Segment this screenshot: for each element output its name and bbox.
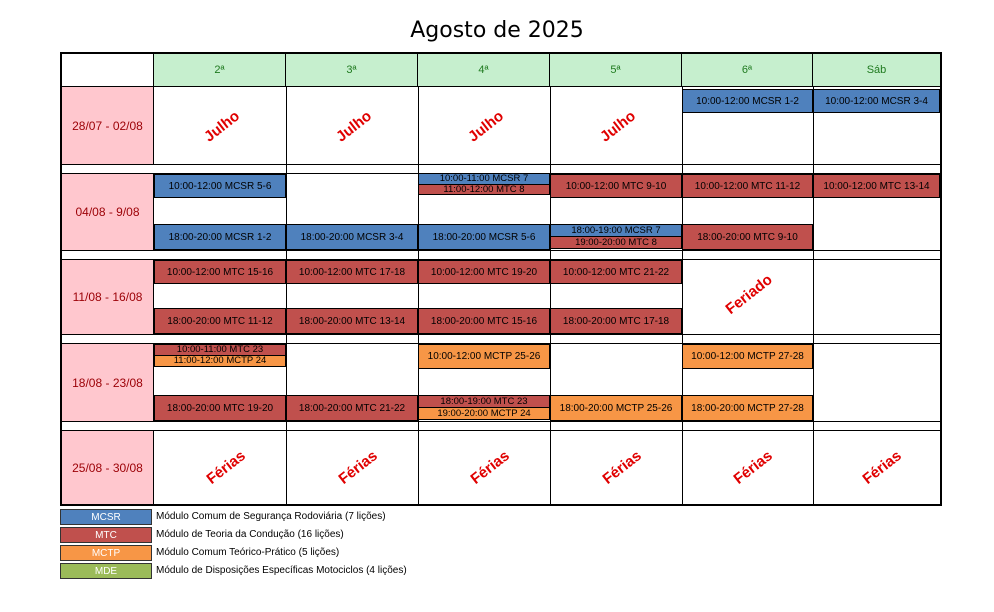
lesson-slot[interactable]: 18:00-20:00 MCSR 3-4 <box>286 224 418 250</box>
grid-line <box>286 87 287 504</box>
lesson-slot[interactable]: 18:00-20:00 MCTP 27-28 <box>682 395 813 421</box>
lesson-slot[interactable]: 18:00-20:00 MTC 21-22 <box>286 395 418 421</box>
julho-stamp: Julho <box>597 107 639 146</box>
ferias-stamp: Férias <box>599 447 645 488</box>
lesson-slot[interactable]: 10:00-12:00 MCSR 1-2 <box>682 89 813 113</box>
feriado-stamp: Feriado <box>722 271 776 318</box>
header-day-sat: Sáb <box>813 54 940 87</box>
lesson-slot[interactable]: 18:00-20:00 MTC 17-18 <box>550 308 682 334</box>
lesson-slot[interactable]: 18:00-20:00 MCSR 5-6 <box>418 224 550 250</box>
lesson-slot[interactable]: 18:00-20:00 MCSR 1-2 <box>154 224 286 250</box>
julho-stamp: Julho <box>201 107 243 146</box>
julho-stamp: Julho <box>333 107 375 146</box>
page-title: Agosto de 2025 <box>410 18 584 43</box>
lesson-slot[interactable]: 18:00-20:00 MTC 15-16 <box>418 308 550 334</box>
ferias-stamp: Férias <box>467 447 513 488</box>
legend-key-mde: MDE <box>60 563 152 579</box>
lesson-slot[interactable]: 18:00-20:00 MTC 9-10 <box>682 224 813 250</box>
week-label: 25/08 - 30/08 <box>62 431 154 504</box>
legend-description: Módulo Comum Teórico-Prático (5 lições) <box>156 547 340 558</box>
lesson-slot[interactable]: 18:00-19:00 MCSR 7 <box>550 224 682 237</box>
lesson-slot[interactable]: 10:00-12:00 MTC 13-14 <box>813 174 940 198</box>
legend-description: Módulo Comum de Segurança Rodoviária (7 lições) <box>156 511 386 522</box>
lesson-slot[interactable]: 11:00-12:00 MCTP 24 <box>154 355 286 367</box>
lesson-slot[interactable]: 18:00-19:00 MTC 23 <box>418 395 550 408</box>
ferias-stamp: Férias <box>335 447 381 488</box>
header-day-thu: 5ª <box>550 54 682 87</box>
lesson-slot[interactable]: 18:00-20:00 MTC 13-14 <box>286 308 418 334</box>
grid-line <box>62 430 940 431</box>
lesson-slot[interactable]: 10:00-12:00 MCSR 3-4 <box>813 89 940 113</box>
grid-line <box>62 164 940 165</box>
legend-description: Módulo de Teoria da Condução (16 lições) <box>156 529 344 540</box>
lesson-slot[interactable]: 10:00-11:00 MTC 23 <box>154 344 286 356</box>
lesson-slot[interactable]: 10:00-12:00 MCTP 25-26 <box>418 344 550 369</box>
lesson-slot[interactable]: 10:00-12:00 MCSR 5-6 <box>154 174 286 198</box>
legend-description: Módulo de Disposições Específicas Motociclos (4 lições) <box>156 565 407 576</box>
lesson-slot[interactable]: 18:00-20:00 MTC 19-20 <box>154 395 286 421</box>
lesson-slot[interactable]: 11:00-12:00 MTC 8 <box>418 184 550 195</box>
lesson-slot[interactable]: 10:00-12:00 MTC 11-12 <box>682 174 813 198</box>
lesson-slot[interactable]: 19:00-20:00 MTC 8 <box>550 236 682 249</box>
header-day-tue: 3ª <box>286 54 418 87</box>
grid-line <box>62 421 940 422</box>
lesson-slot[interactable]: 10:00-12:00 MTC 9-10 <box>550 174 682 198</box>
ferias-stamp: Férias <box>859 447 905 488</box>
header-day-mon: 2ª <box>154 54 286 87</box>
julho-stamp: Julho <box>465 107 507 146</box>
legend-key-mctp: MCTP <box>60 545 152 561</box>
ferias-stamp: Férias <box>730 447 776 488</box>
grid-line <box>62 334 940 335</box>
grid-line <box>813 87 814 504</box>
grid-line <box>62 250 940 251</box>
grid-line <box>550 87 551 504</box>
week-label: 18/08 - 23/08 <box>62 344 154 421</box>
lesson-slot[interactable]: 10:00-12:00 MTC 17-18 <box>286 260 418 284</box>
header-day-fri: 6ª <box>682 54 813 87</box>
calendar-table <box>60 52 942 506</box>
grid-line <box>418 87 419 504</box>
lesson-slot[interactable]: 19:00-20:00 MCTP 24 <box>418 407 550 420</box>
week-label: 28/07 - 02/08 <box>62 87 154 164</box>
lesson-slot[interactable]: 10:00-12:00 MTC 21-22 <box>550 260 682 284</box>
grid-line <box>682 87 683 504</box>
ferias-stamp: Férias <box>203 447 249 488</box>
week-label: 04/08 - 9/08 <box>62 174 154 250</box>
lesson-slot[interactable]: 10:00-12:00 MTC 15-16 <box>154 260 286 284</box>
lesson-slot[interactable]: 10:00-12:00 MTC 19-20 <box>418 260 550 284</box>
legend-key-mcsr: MCSR <box>60 509 152 525</box>
lesson-slot[interactable]: 18:00-20:00 MCTP 25-26 <box>550 395 682 421</box>
lesson-slot[interactable]: 10:00-11:00 MCSR 7 <box>418 173 550 185</box>
header-day-wed: 4ª <box>418 54 550 87</box>
header-corner <box>62 54 154 87</box>
legend-key-mtc: MTC <box>60 527 152 543</box>
lesson-slot[interactable]: 18:00-20:00 MTC 11-12 <box>154 308 286 334</box>
lesson-slot[interactable]: 10:00-12:00 MCTP 27-28 <box>682 344 813 369</box>
week-label: 11/08 - 16/08 <box>62 260 154 334</box>
